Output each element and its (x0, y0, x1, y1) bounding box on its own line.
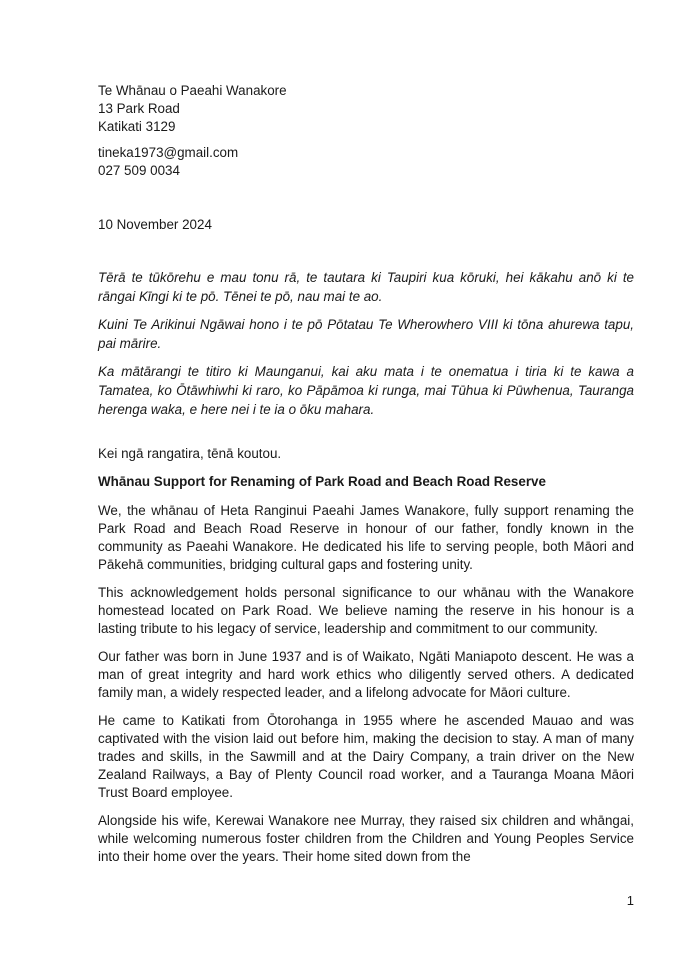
mihi-paragraph: Tērā te tūkōrehu e mau tonu rā, te tautara ki Taupiri kua kōruki, hei kākahu anō ki te rāngai Kīngi ki te pō. Tēnei te pō, nau mai te ao. (98, 270, 634, 304)
body-paragraph: We, the whānau of Heta Ranginui Paeahi James Wanakore, fully support renaming the Park Road and Beach Road Reserve in honour of our father, fondly known in the community as Paeahi Wanakore. He dedicated his life to serving people, both Māori and Pākehā communities, bridging cultural gaps and fostering unity. (98, 503, 634, 572)
mihi-paragraph: Kuini Te Arikinui Ngāwai hono i te pō Pōtatau Te Wherowhero VIII ki tōna ahurewa tapu, pai mārire. (98, 317, 634, 351)
sender-city: Katikati 3129 (98, 119, 176, 134)
letter-date: 10 November 2024 (98, 217, 212, 232)
letter-page (98, 82, 634, 876)
mihi-paragraph: Ka mātārangi te titiro ki Maunganui, kai aku mata i te onematua i tiria ki te kawa a Tamatea, ko Ōtāwhiwhi ki raro, ko Pāpāmoa ki runga, mai Tūhua ki Pūwhenua, Tauranga herenga waka, e here nei i te ia o ōku mahara. (98, 364, 634, 417)
sender-contact (98, 144, 634, 180)
sender-street: 13 Park Road (98, 101, 180, 116)
body-paragraph: This acknowledgement holds personal significance to our whānau with the Wanakore homestead located on Park Road. We believe naming the reserve in his honour is a lasting tribute to his legacy of service, leadership and commitment to our community. (98, 585, 634, 636)
body-paragraph: He came to Katikati from Ōtorohanga in 1955 where he ascended Mauao and was captivated with the vision laid out before him, making the decision to stay. A man of many trades and skills, in the Sawmill and at the Dairy Company, a train driver on the New Zealand Railways, a Bay of Plenty Council road worker, and a Tauranga Moana Māori Trust Board employee. (98, 713, 634, 800)
greeting: Kei ngā rangatira, tēnā koutou. (98, 446, 282, 461)
page-number: 1 (626, 893, 634, 908)
body-paragraph: Our father was born in June 1937 and is of Waikato, Ngāti Maniapoto descent. He was a man of great integrity and hard work ethics who diligently served others. A dedicated family man, a widely respected leader, and a lifelong advocate for Māori culture. (98, 649, 634, 700)
sender-name: Te Whānau o Paeahi Wanakore (98, 83, 287, 98)
sender-address (98, 82, 634, 136)
sender-phone: 027 509 0034 (98, 163, 180, 178)
sender-email: tineka1973@gmail.com (98, 145, 239, 160)
letter-heading: Whānau Support for Renaming of Park Road and Beach Road Reserve (98, 474, 546, 489)
body-paragraph: Alongside his wife, Kerewai Wanakore nee Murray, they raised six children and whāngai, while welcoming numerous foster children from the Children and Young Peoples Service into their home over the years. Their home sited down from the (98, 813, 634, 864)
